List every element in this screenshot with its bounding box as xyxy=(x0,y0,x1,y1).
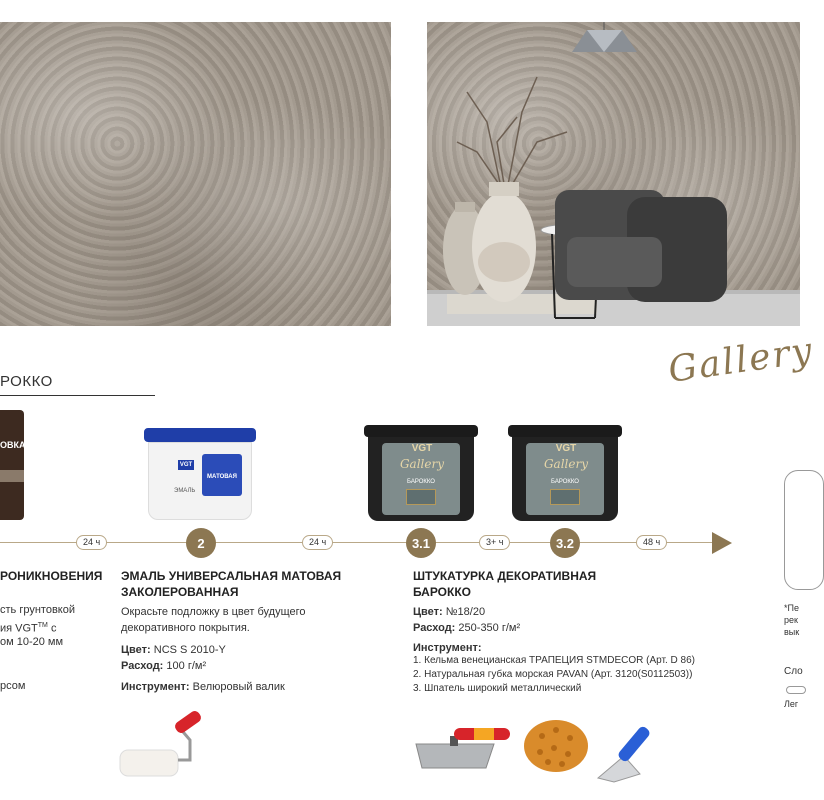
step1-line1: сть грунтовкой xyxy=(0,604,75,616)
step-marker-2: 2 xyxy=(186,528,216,558)
enamel-brand: VGT xyxy=(179,462,193,468)
step3-heading-line2: БАРОККО xyxy=(413,585,471,599)
gallery-logo: Gallery xyxy=(665,330,817,391)
step2-color: Цвет: NCS S 2010-Y xyxy=(121,644,226,656)
right-label-1: Сло xyxy=(784,666,803,677)
step3-color: Цвет: №18/20 xyxy=(413,606,486,618)
duration-badge-4: 48 ч xyxy=(636,535,667,550)
plaster-name-2: Gallery xyxy=(543,457,589,471)
roller-icon xyxy=(118,716,208,782)
enamel-type: ЭМАЛЬ xyxy=(174,488,196,494)
step3-tools-label: Инструмент: xyxy=(413,642,482,654)
interior-scene-illustration xyxy=(427,22,800,326)
enamel-name: МАТОВАЯ xyxy=(207,474,237,480)
step2-tool: Инструмент: Велюровый валик xyxy=(121,681,285,693)
step2-heading-line2: ЗАКОЛЕРОВАННАЯ xyxy=(121,585,239,599)
primer-bucket-label: ОВКА xyxy=(0,440,26,450)
enamel-bucket xyxy=(144,428,256,520)
section-title: РОККО xyxy=(0,373,53,390)
timeline-arrow xyxy=(712,532,732,554)
right-label-2: Лег xyxy=(784,699,799,709)
step1-line3: ом 10-20 мм xyxy=(0,636,64,648)
duration-badge-2: 24 ч xyxy=(302,535,333,550)
plaster-name-1: Gallery xyxy=(399,457,445,471)
step1-line4: рсом xyxy=(0,680,26,692)
plaster-bucket-1 xyxy=(364,425,478,521)
interior-photo xyxy=(427,22,800,326)
note-line1: *Пе xyxy=(784,603,799,613)
info-card xyxy=(784,470,824,590)
step-marker-3-2: 3.2 xyxy=(550,528,580,558)
scale-bar xyxy=(786,686,806,694)
step1-heading: РОНИКНОВЕНИЯ xyxy=(0,569,103,583)
trowel-icon xyxy=(414,722,514,772)
sponge-icon xyxy=(522,716,590,776)
step3-tool-item-2: 2. Натуральная губка морская PAVAN (Арт. 3120(S0112503)) xyxy=(413,669,693,680)
plaster-product-1: БАРОККО xyxy=(407,479,435,485)
step2-consumption: Расход: 100 г/м² xyxy=(121,660,207,672)
duration-badge-1: 24 ч xyxy=(76,535,107,550)
step-marker-3-1: 3.1 xyxy=(406,528,436,558)
primer-bucket xyxy=(0,410,24,520)
note-line3: вык xyxy=(784,627,800,637)
note-line2: рек xyxy=(784,615,798,625)
step1-line2: ия VGT™ с xyxy=(0,622,57,635)
step2-desc-line2: декоративного покрытия. xyxy=(121,622,250,634)
texture-photo xyxy=(0,22,391,326)
spatula-icon xyxy=(594,716,674,782)
step3-heading-line1: ШТУКАТУРКА ДЕКОРАТИВНАЯ xyxy=(413,569,597,583)
plaster-brand-1: VGT xyxy=(411,443,433,454)
duration-badge-3: 3+ ч xyxy=(479,535,510,550)
section-underline xyxy=(0,395,155,396)
plaster-product-2: БАРОККО xyxy=(551,479,579,485)
step2-desc-line1: Окрасьте подложку в цвет будущего xyxy=(121,606,306,618)
step3-tool-item-1: 1. Кельма венецианская ТРАПЕЦИЯ STMDECOR (Арт. D 86) xyxy=(413,655,695,666)
plaster-brand-2: VGT xyxy=(555,443,577,454)
step2-heading-line1: ЭМАЛЬ УНИВЕРСАЛЬНАЯ МАТОВАЯ xyxy=(121,569,342,583)
step3-consumption: Расход: 250-350 г/м² xyxy=(413,622,521,634)
step3-tool-item-3: 3. Шпатель широкий металлический xyxy=(413,683,582,694)
plaster-bucket-2 xyxy=(508,425,622,521)
